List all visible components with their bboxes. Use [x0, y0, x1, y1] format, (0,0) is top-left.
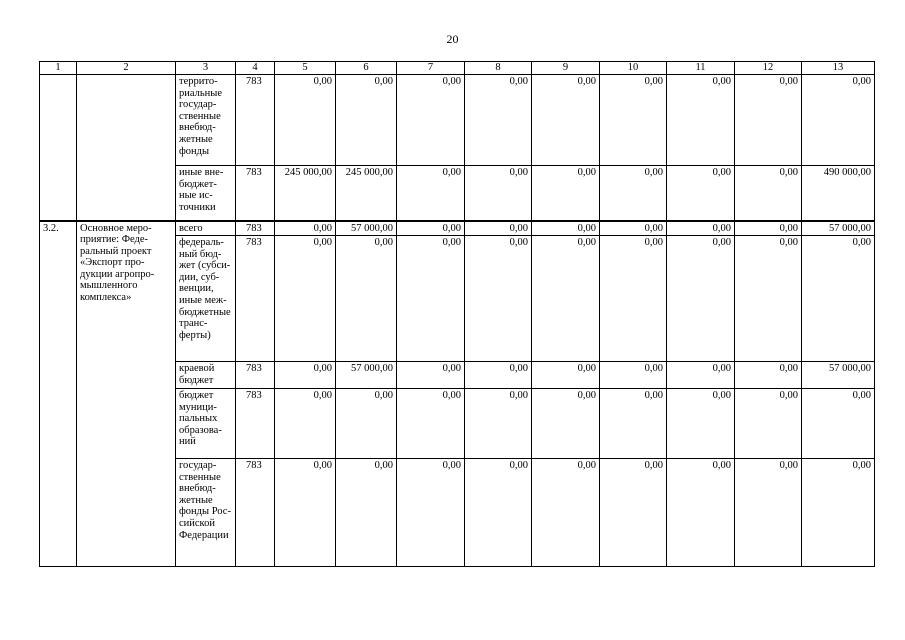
header-row	[40, 62, 875, 75]
funding-source: государ- ственные внебюд- жетные фонды Рос- сийской Федерации	[176, 459, 236, 567]
value-cell: 0,00	[735, 221, 802, 236]
value-cell: 0,00	[735, 236, 802, 362]
value-cell: 0,00	[275, 75, 336, 166]
value-cell: 0,00	[397, 221, 465, 236]
value-cell: 0,00	[336, 236, 397, 362]
code-cell: 783	[236, 221, 275, 236]
funding-source: иные вне- бюджет- ные ис- точники	[176, 166, 236, 221]
funding-source: краевой бюджет	[176, 362, 236, 389]
value-cell: 0,00	[336, 75, 397, 166]
row-number: 3.2.	[40, 221, 77, 567]
value-cell: 0,00	[397, 389, 465, 459]
row-number	[40, 75, 77, 166]
table-row	[40, 221, 875, 236]
value-cell: 0,00	[735, 166, 802, 221]
value-cell: 0,00	[532, 166, 600, 221]
header-cell: 6	[336, 62, 397, 75]
header-cell: 12	[735, 62, 802, 75]
value-cell: 0,00	[336, 459, 397, 567]
value-cell: 0,00	[667, 459, 735, 567]
value-cell: 0,00	[336, 389, 397, 459]
code-cell: 783	[236, 166, 275, 221]
header-cell: 10	[600, 62, 667, 75]
value-cell: 57 000,00	[802, 362, 875, 389]
value-cell: 57 000,00	[802, 221, 875, 236]
value-cell: 0,00	[397, 362, 465, 389]
header-cell: 1	[40, 62, 77, 75]
value-cell: 0,00	[532, 459, 600, 567]
value-cell: 0,00	[465, 75, 532, 166]
row-number	[40, 166, 77, 221]
header-cell: 9	[532, 62, 600, 75]
funding-source: федераль- ный бюд- жет (субси- дии, суб- венции, иные меж- бюджетные транс- ферты)	[176, 236, 236, 362]
value-cell: 0,00	[802, 389, 875, 459]
value-cell: 0,00	[465, 236, 532, 362]
value-cell: 0,00	[532, 362, 600, 389]
header-cell: 3	[176, 62, 236, 75]
value-cell: 0,00	[275, 236, 336, 362]
value-cell: 0,00	[735, 459, 802, 567]
code-cell: 783	[236, 75, 275, 166]
header-cell: 13	[802, 62, 875, 75]
funding-source: террито- риальные государ- ственные внебюд- жетные фонды	[176, 75, 236, 166]
value-cell: 0,00	[802, 75, 875, 166]
header-cell: 4	[236, 62, 275, 75]
value-cell: 0,00	[667, 221, 735, 236]
funding-source: бюджет муници- пальных образова- ний	[176, 389, 236, 459]
value-cell: 0,00	[397, 459, 465, 567]
header-cell: 2	[77, 62, 176, 75]
value-cell: 0,00	[667, 166, 735, 221]
value-cell: 0,00	[465, 389, 532, 459]
value-cell: 245 000,00	[275, 166, 336, 221]
event-name	[77, 166, 176, 221]
value-cell: 0,00	[465, 166, 532, 221]
table-row	[40, 75, 875, 166]
value-cell: 490 000,00	[802, 166, 875, 221]
value-cell: 0,00	[735, 362, 802, 389]
value-cell: 0,00	[600, 221, 667, 236]
value-cell: 0,00	[802, 459, 875, 567]
value-cell: 0,00	[275, 221, 336, 236]
value-cell: 57 000,00	[336, 362, 397, 389]
header-cell: 8	[465, 62, 532, 75]
code-cell: 783	[236, 362, 275, 389]
value-cell: 0,00	[600, 236, 667, 362]
header-cell: 7	[397, 62, 465, 75]
funding-source: всего	[176, 221, 236, 236]
value-cell: 0,00	[532, 75, 600, 166]
value-cell: 0,00	[667, 236, 735, 362]
value-cell: 0,00	[735, 75, 802, 166]
event-name: Основное меро- приятие: Феде- ральный проект «Экспорт про- дукции агропро- мышленного комплекса»	[77, 221, 176, 567]
value-cell: 0,00	[532, 236, 600, 362]
value-cell: 0,00	[397, 236, 465, 362]
value-cell: 0,00	[667, 389, 735, 459]
event-name	[77, 75, 176, 166]
value-cell: 245 000,00	[336, 166, 397, 221]
code-cell: 783	[236, 389, 275, 459]
code-cell: 783	[236, 459, 275, 567]
value-cell: 57 000,00	[336, 221, 397, 236]
value-cell: 0,00	[667, 75, 735, 166]
value-cell: 0,00	[600, 459, 667, 567]
value-cell: 0,00	[735, 389, 802, 459]
value-cell: 0,00	[465, 459, 532, 567]
value-cell: 0,00	[600, 389, 667, 459]
budget-table	[39, 61, 875, 567]
value-cell: 0,00	[532, 389, 600, 459]
value-cell: 0,00	[397, 166, 465, 221]
value-cell: 0,00	[600, 362, 667, 389]
value-cell: 0,00	[397, 75, 465, 166]
value-cell: 0,00	[600, 166, 667, 221]
value-cell: 0,00	[275, 459, 336, 567]
header-cell: 5	[275, 62, 336, 75]
value-cell: 0,00	[667, 362, 735, 389]
value-cell: 0,00	[275, 389, 336, 459]
code-cell: 783	[236, 236, 275, 362]
value-cell: 0,00	[600, 75, 667, 166]
value-cell: 0,00	[465, 221, 532, 236]
value-cell: 0,00	[275, 362, 336, 389]
table-row	[40, 166, 875, 221]
header-cell: 11	[667, 62, 735, 75]
page-number: 20	[446, 32, 459, 46]
value-cell: 0,00	[802, 236, 875, 362]
value-cell: 0,00	[465, 362, 532, 389]
value-cell: 0,00	[532, 221, 600, 236]
